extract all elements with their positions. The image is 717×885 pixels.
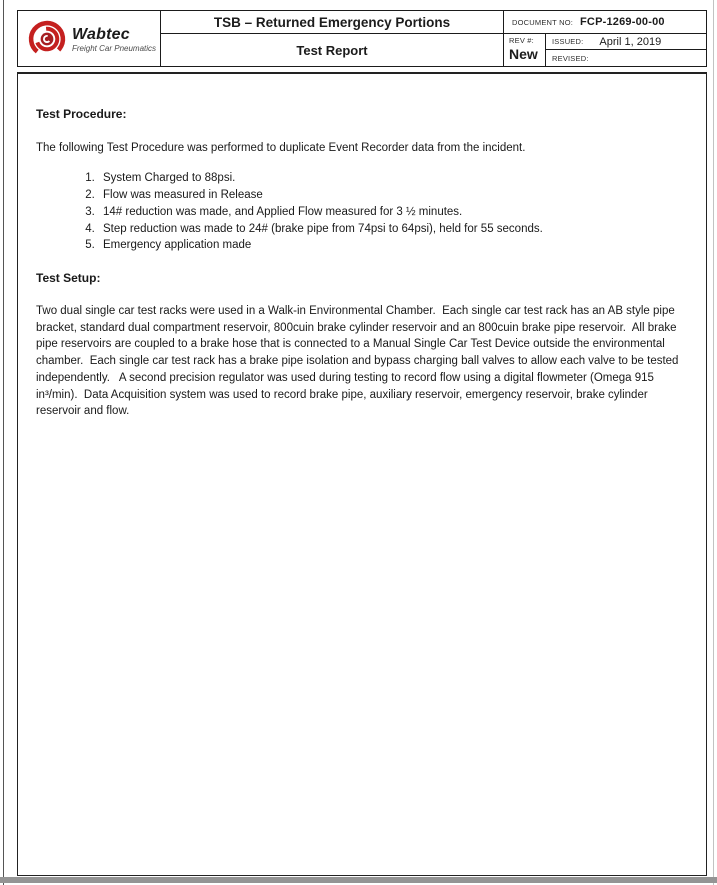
procedure-step: 1. System Charged to 88psi.: [98, 170, 688, 187]
revised-label: REVISED:: [552, 53, 589, 63]
brand-tagline: Freight Car Pneumatics: [72, 44, 157, 54]
revised-row: [546, 50, 706, 66]
issued-value: April 1, 2019: [599, 35, 662, 48]
brand-name: Wabtec: [72, 26, 130, 44]
document-header: [17, 10, 707, 67]
document-body: [17, 72, 707, 876]
document-no-label: DOCUMENT NO:: [512, 17, 574, 27]
document-title: TSB – Returned Emergency Portions: [161, 11, 503, 34]
scan-edge-bottom: [0, 877, 717, 883]
document-meta: [504, 11, 706, 66]
title-cell: [161, 11, 504, 66]
scan-edge-left: [3, 0, 4, 885]
test-setup-heading: Test Setup:: [36, 271, 101, 286]
logo-text: [72, 27, 156, 53]
test-procedure-heading: Test Procedure:: [36, 107, 127, 121]
procedure-step: 3. 14# reduction was made, and Applied Flow measured for 3 ½ minutes.: [98, 204, 688, 221]
document-no-value: FCP-1269-00-00: [580, 16, 665, 28]
rev-label: REV #:: [509, 36, 534, 45]
scan-edge-right: [713, 0, 714, 885]
test-procedure-intro: The following Test Procedure was performed to duplicate Event Recorder data from the incident.: [36, 141, 526, 154]
rev-cell: [504, 34, 546, 66]
procedure-step: 2. Flow was measured in Release: [98, 187, 688, 204]
wabtec-logo-icon: [27, 19, 67, 59]
procedure-steps-list: [36, 170, 688, 254]
procedure-step: 5. Emergency application made: [98, 237, 688, 254]
procedure-step: 4. Step reduction was made to 24# (brake pipe from 74psi to 64psi), held for 55 seconds.: [98, 221, 688, 238]
test-setup-paragraph: Two dual single car test racks were used in a Walk-in Environmental Chamber. Each single car test rack has an AB style pipe bracket, standard dual compartment reservoir, 800cuin brake cylinder reservoir and an 800cuin brake pipe reservoir. All brake pipe reservoirs are coupled to a brake hose that is connected to a Manual Single Car Test Device outside the environmental chamber. Each single car test rack has a brake pipe isolation and bypass charging ball valves to allow each valve to be tested independently. A second precision regulator was used during testing to record flow using a digital flowmeter (Omega 915 in³/min). Data Acquisition system was used to record brake pipe, auxiliary reservoir, emergency reservoir, brake cylinder reservoir and flow.: [36, 304, 682, 418]
document-subtitle: Test Report: [296, 42, 368, 58]
logo-block: [18, 11, 161, 66]
rev-issued-rows: [504, 34, 706, 66]
issued-revised-column: [546, 34, 706, 66]
rev-value: New: [509, 46, 538, 62]
issued-row: [546, 34, 706, 50]
document-number-row: [504, 11, 706, 34]
issued-label: ISSUED:: [552, 37, 584, 47]
